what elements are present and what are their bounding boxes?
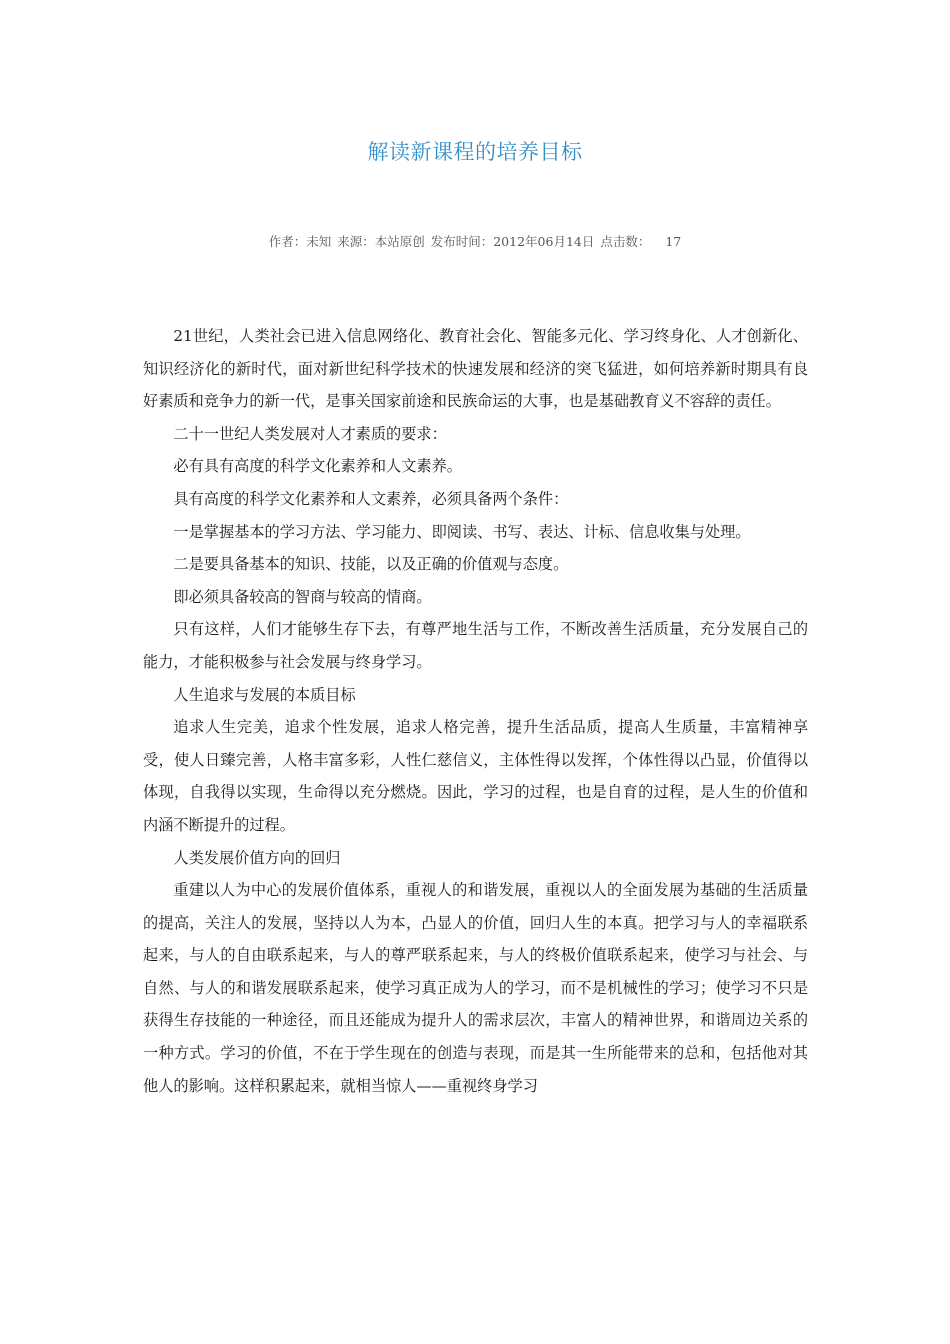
meta-published: 发布时间：2012年06月14日 <box>430 234 595 249</box>
paragraph: 21世纪，人类社会已进入信息网络化、教育社会化、智能多元化、学习终身化、人才创新化、知识经济化的新时代，面对新世纪科学技术的快速发展和经济的突飞猛进，如何培养新时期具有良好素质和竞争力的新一代，是事关国家前途和民族命运的大事，也是基础教育义不容辞的责任。 <box>143 327 808 411</box>
paragraph: 即必须具备较高的智商与较高的情商。 <box>173 587 432 606</box>
meta-clicks-label: 点击数： <box>600 234 651 249</box>
section-heading: 人类发展价值方向的回归 <box>173 848 341 867</box>
paragraph: 具有高度的科学文化素养和人文素养，必须具备两个条件： <box>173 489 569 508</box>
meta-author: 作者：未知 <box>268 234 332 249</box>
paragraph: 一是掌握基本的学习方法、学习能力、即阅读、书写、表达、计标、信息收集与处理。 <box>173 522 751 541</box>
article-title: 解读新课程的培养目标 <box>367 140 583 164</box>
paragraph: 二十一世纪人类发展对人才素质的要求： <box>173 424 447 443</box>
meta-clicks-value: 17 <box>665 234 682 249</box>
paragraph: 追求人生完美，追求个性发展，追求人格完善，提升生活品质，提高人生质量，丰富精神享受，使人日臻完善，人格丰富多彩，人性仁慈信义，主体性得以发挥，个体性得以凸显，价值得以体现，自我得以实现，生命得以充分燃烧。因此，学习的过程，也是自育的过程，是人生的价值和内涵不断提升的过程。 <box>143 718 808 834</box>
article-meta <box>0 232 950 250</box>
paragraph: 必有具有高度的科学文化素养和人文素养。 <box>173 457 462 476</box>
section-heading: 人生追求与发展的本质目标 <box>173 685 356 704</box>
paragraph: 二是要具备基本的知识、技能，以及正确的价值观与态度。 <box>173 555 569 574</box>
paragraph: 只有这样，人们才能够生存下去，有尊严地生活与工作，不断改善生活质量，充分发展自己的能力，才能积极参与社会发展与终身学习。 <box>143 620 808 671</box>
paragraph: 重建以人为中心的发展价值体系，重视人的和谐发展，重视以人的全面发展为基础的生活质量的提高，关注人的发展，坚持以人为本，凸显人的价值，回归人生的本真。把学习与人的幸福联系起来，与人的自由联系起来，与人的尊严联系起来，与人的终极价值联系起来，使学习与社会、与自然、与人的和谐发展联系起来，使学习真正成为人的学习，而不是机械性的学习；使学习不只是获得生存技能的一种途径，而且还能成为提升人的需求层次，丰富人的精神世界，和谐周边关系的一种方式。学习的价值，不在于学生现在的创造与表现，而是其一生所能带来的总和，包括他对其他人的影响。这样积累起来，就相当惊人——重视终身学习 <box>143 881 808 1095</box>
meta-source: 来源：本站原创 <box>337 234 425 249</box>
article-body <box>143 320 808 1102</box>
